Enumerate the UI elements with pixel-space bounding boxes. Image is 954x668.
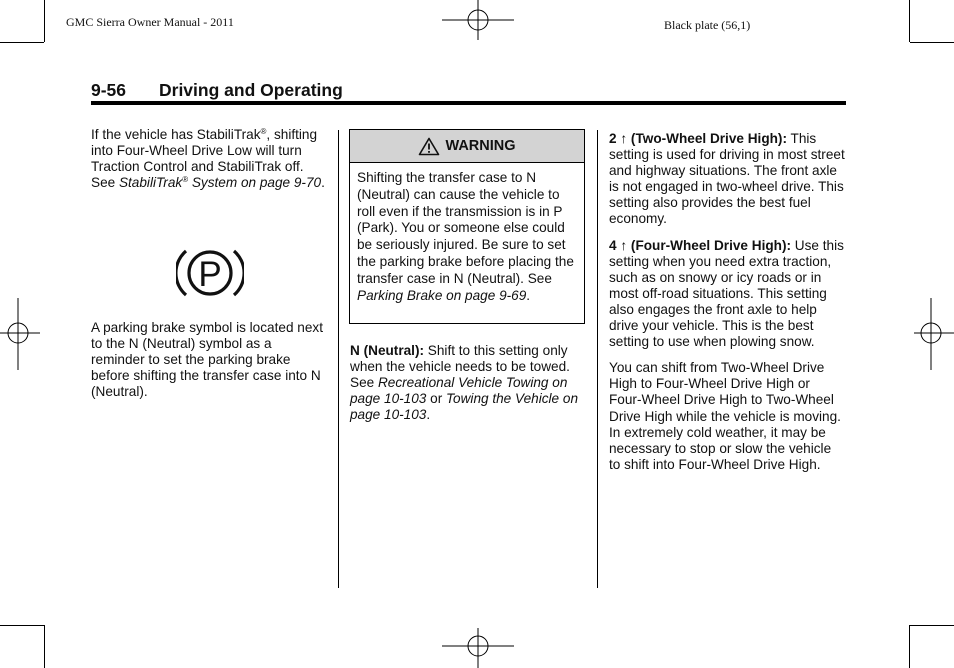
stabilitrak-paragraph: If the vehicle has StabiliTrak®, shifting into Four-Wheel Drive Low will turn Traction Control and StabiliTrak off. See StabiliTrak® System on page 9-70. [91, 127, 325, 191]
rv-towing-reference: Recreational Vehicle Towing on page 10-103 [350, 375, 568, 407]
plate-label: Black plate (56,1) [664, 18, 751, 32]
svg-text:P: P [198, 255, 222, 294]
crop-mark [910, 625, 954, 626]
warning-body: Shifting the transfer case to N (Neutral) can cause the vehicle to roll even if the transmission is in P (Park). You or someone else could be seriously injured. Be sure to set the parking brake before placing the transfer case in N (Neutral). See Parking Brake on page 9-69. [357, 170, 574, 303]
two-wheel-high-paragraph: 2 ↑ (Two-Wheel Drive High): This setting is used for driving in most street and highway situations. The front axle is not engaged in two-wheel drive. This setting also provides the best fuel economy. [609, 131, 845, 227]
registration-mark-left [0, 298, 40, 370]
column-1 [91, 127, 327, 191]
parking-brake-reference: Parking Brake on page 9-69 [357, 287, 527, 303]
warning-triangle-icon [418, 137, 440, 156]
registration-mark-top [442, 0, 514, 40]
neutral-label: N (Neutral): [350, 343, 425, 358]
column-3 [609, 131, 845, 473]
two-wheel-high-label: 2 ↑ (Two-Wheel Drive High): [609, 131, 787, 146]
neutral-paragraph: N (Neutral): Shift to this setting only when the vehicle needs to be towed. See Recreational Vehicle Towing on page 10-103 or Towing the Vehicle on page 10-103. [350, 343, 579, 423]
page-number: 9-56 [91, 80, 127, 100]
section-title: Driving and Operating [159, 80, 343, 100]
crop-mark [910, 42, 954, 43]
column-divider [597, 130, 598, 588]
stabilitrak-reference: StabiliTrak® System on page 9-70 [118, 175, 322, 191]
manual-title: GMC Sierra Owner Manual - 2011 [66, 15, 234, 29]
page-heading [91, 80, 343, 101]
crop-mark [909, 0, 910, 42]
crop-mark [909, 625, 910, 668]
column-2 [350, 343, 586, 423]
towing-vehicle-reference: Towing the Vehicle on page 10-103 [350, 391, 579, 423]
crop-mark [0, 42, 44, 43]
registration-mark-bottom [442, 628, 514, 668]
warning-title: WARNING [445, 138, 516, 154]
shift-paragraph: You can shift from Two-Wheel Drive High to Four-Wheel Drive High or Four-Wheel Drive High to Two-Wheel Drive High while the vehicle is moving. In extremely cold weather, it may be necessary to stop or slow the vehicle to shift into Four-Wheel Drive High. [609, 360, 841, 472]
crop-mark [44, 0, 45, 42]
four-wheel-high-paragraph: 4 ↑ (Four-Wheel Drive High): Use this setting when you need extra traction, such as on snowy or icy roads or in most off-road situations. This setting also engages the front axle to help drive your vehicle. This is the best setting to use when plowing snow. [609, 237, 844, 350]
registration-mark-right [914, 298, 954, 370]
parking-brake-paragraph: A parking brake symbol is located next to the N (Neutral) symbol as a reminder to set the parking brake before shifting the transfer case into N (Neutral). [91, 320, 323, 400]
warning-header [350, 130, 584, 163]
arrow-up-icon: ↑ [620, 237, 628, 253]
crop-mark [0, 625, 44, 626]
crop-mark [44, 625, 45, 668]
heading-rule [91, 101, 846, 105]
arrow-up-icon: ↑ [620, 131, 628, 146]
column-divider [338, 130, 339, 588]
column-1-lower [91, 320, 327, 400]
warning-box [349, 129, 585, 324]
four-wheel-high-label: 4 ↑ (Four-Wheel Drive High): [609, 237, 792, 253]
parking-brake-symbol-icon [176, 246, 244, 300]
